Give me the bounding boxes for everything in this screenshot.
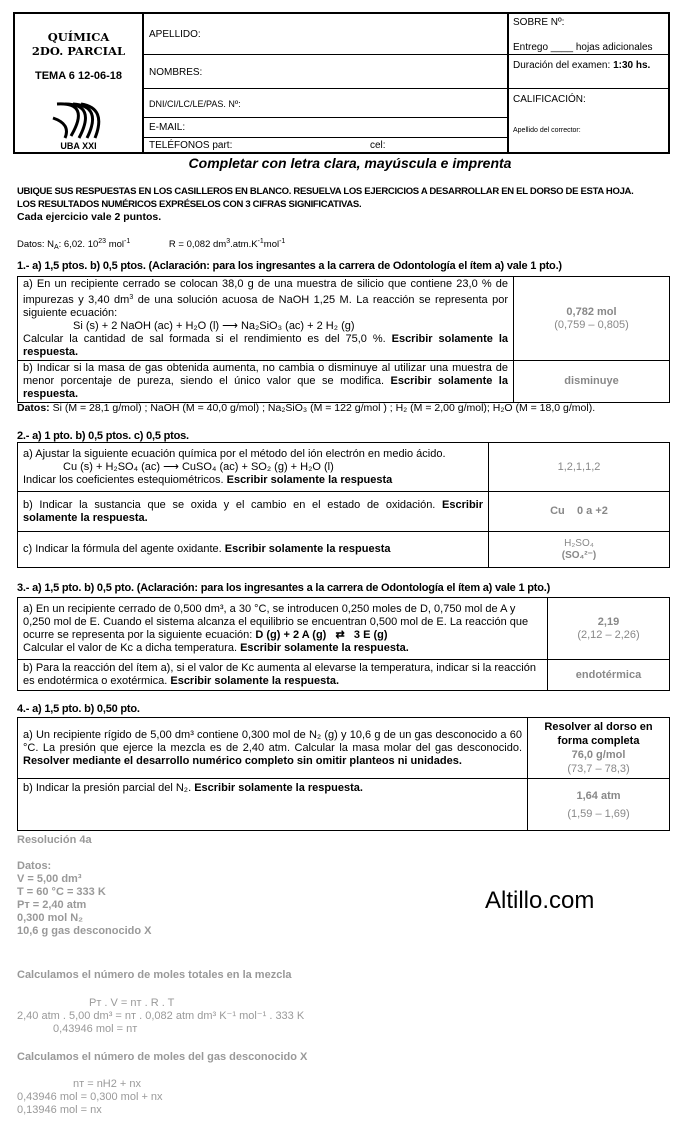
q2-a-answer[interactable]: 1,2,1,1,2 [489, 443, 670, 492]
q3-b-answer[interactable]: endotérmica [548, 660, 670, 691]
q3-header: 3.- a) 1,5 pto. b) 0,5 pto. (Aclaración: para los ingresantes a la carrera de Odontología el ítem a) vale 1 pto.) [17, 582, 551, 594]
corrector-field[interactable]: Apellido del corrector: [513, 127, 581, 134]
q4-a-question: a) Un recipiente rígido de 5,00 dm³ contiene 0,300 mol de N₂ (g) y 10,6 g de un gas desconocido a 60 °C. La presión que ejerce la mezcla es de 2,40 atm. Calcular la masa molar del gas desconocido. Resolver mediante el desarrollo numérico completo sin omitir planteos ni unidades. [18, 718, 528, 779]
subtitle: Completar con letra clara, mayúscula e imprenta [188, 155, 512, 171]
step2-title: Calculamos el número de moles del gas desconocido X [17, 1051, 308, 1063]
q4-table [17, 717, 670, 831]
q3-table [17, 597, 670, 691]
q1-b-question: b) Indicar si la masa de gas obtenida aumenta, no cambia o disminuye al utilizar una muestra de menor porcentaje de pureza, siendo el único valor que se modifica. Escribir solamente la respuesta. [18, 361, 514, 403]
duracion: Duración del examen: 1:30 hs. [513, 60, 651, 71]
header-box [13, 12, 670, 154]
q2-b-question: b) Indicar la sustancia que se oxida y el cambio en el estado de oxidación. Escribir solamente la respuesta. [18, 492, 489, 532]
instructions: UBIQUE SUS RESPUESTAS EN LOS CASILLEROS EN BLANCO. RESUELVA LOS EJERCICIOS A DESARROLLAR EN EL DORSO DE ESTA HOJA. LOS RESULTADOS NUMÉRICOS EXPRÉSELOS CON 3 CIFRAS SIGNIFICATIVAS. Cada ejercicio vale 2 puntos. [17, 186, 634, 223]
q2-b-answer[interactable]: Cu 0 a +2 [489, 492, 670, 532]
q2-c-answer[interactable]: H₂SO₄ (SO₄²⁻) [489, 532, 670, 568]
calificacion-field[interactable]: CALIFICACIÓN: [513, 94, 586, 105]
uba-logo-icon [51, 100, 107, 140]
q4-b-answer[interactable]: 1,64 atm (1,59 – 1,69) [528, 779, 670, 831]
step2-calc: nᴛ = nH2 + nx 0,43946 mol = 0,300 mol + nx 0,13946 mol = nx [17, 1078, 163, 1116]
q2-table [17, 442, 670, 568]
q4-header: 4.- a) 1,5 pto. b) 0,50 pto. [17, 703, 140, 715]
q1-header: 1.- a) 1,5 ptos. b) 0,5 ptos. (Aclaración: para los ingresantes a la carrera de Odontología el ítem a) vale 1 pto.) [17, 260, 562, 272]
nombres-field[interactable]: NOMBRES: [149, 67, 203, 78]
q1-datos: Datos: Si (M = 28,1 g/mol) ; NaOH (M = 40,0 g/mol) ; Na₂SiO₃ (M = 122 g/mol ) ; H₂ (M = 2,00 g/mol); H₂O (M = 18,0 g/mol). [17, 402, 596, 414]
apellido-field[interactable]: APELLIDO: [149, 29, 201, 40]
entrego-field[interactable]: Entrego ____ hojas adicionales [513, 42, 653, 53]
q1-a-answer[interactable]: 0,782 mol (0,759 – 0,805) [514, 277, 670, 361]
q2-c-question: c) Indicar la fórmula del agente oxidante. Escribir solamente la respuesta [18, 532, 489, 568]
q2-header: 2.- a) 1 pto. b) 0,5 ptos. c) 0,5 ptos. [17, 430, 189, 442]
q1-b-answer[interactable]: disminuye [514, 361, 670, 403]
step1-title: Calculamos el número de moles totales en la mezcla [17, 969, 292, 981]
q4-b-question: b) Indicar la presión parcial del N₂. Escribir solamente la respuesta. [18, 779, 528, 831]
subject: QUÍMICA [47, 30, 110, 44]
q3-a-question: a) En un recipiente cerrado de 0,500 dm³, a 30 °C, se introducen 0,250 moles de D, 0,750 mol de A y 0,250 mol de E. Cuando el sistema alcanza el equilibrio se encuentran 0,500 mol de E. La reacción que ocurre se representa por la siguiente ecuación: D (g) + 2 A (g) ⇄ 3 E (g) Calcular el valor de Kc a dicha temperatura. Escribir solamente la respuesta. [18, 598, 548, 660]
resolution-title: Resolución 4a [17, 834, 92, 846]
datos-constants: Datos: $N_A$: 6,02. $10^{23}$ mol$^{-1}$ R = 0,082 $dm^3.atm.K^{-1}mol^{-1}$ [17, 238, 286, 251]
tema: TEMA 6 12-06-18 [34, 70, 123, 82]
resolution-datos: Datos: V = 5,00 dm³ T = 60 °C = 333 K Pᴛ = 2,40 atm 0,300 mol N₂ 10,6 g gas desconocido X [17, 860, 152, 937]
email-field[interactable]: E-MAIL: [149, 122, 186, 133]
q1-table [17, 276, 670, 403]
q3-b-question: b) Para la reacción del ítem a), si el valor de Kc aumenta al elevarse la temperatura, indicar si la reacción es endotérmica o exotérmica. Escribir solamente la respuesta. [18, 660, 548, 691]
dni-field[interactable]: DNI/CI/LC/LE/PAS. Nº: [149, 99, 241, 109]
telefono-field[interactable]: TELÉFONOS part: [149, 140, 233, 151]
watermark: Altillo.com [485, 887, 595, 914]
q1-a-question: a) En un recipiente cerrado se colocan 38,0 g de una muestra de silicio que contiene 23,0 % de impurezas y 3,40 $dm^3$ de una solución acuosa de NaOH 1,25 M. La reacción se representa por siguiente ecuación: Si (s) + 2 NaOH (ac) + H₂O (l) ⟶ Na₂SiO₃ (ac) + 2 H₂ (g) Calcular la cantidad de sal formada si el rendimiento es del 75,0 %. Escribir solamente la respuesta. [18, 277, 514, 361]
q3-a-answer[interactable]: 2,19 (2,12 – 2,26) [548, 598, 670, 660]
q4-a-answer[interactable]: Resolver al dorso en forma completa 76,0 g/mol (73,7 – 78,3) [528, 718, 670, 779]
logo-text: UBA XXI [60, 141, 97, 151]
exam-name: 2DO. PARCIAL [31, 44, 126, 58]
cel-field[interactable]: cel: [370, 140, 386, 151]
step1-calc: Pᴛ . V = nᴛ . R . T 2,40 atm . 5,00 dm³ = nᴛ . 0,082 atm dm³ K⁻¹ mol⁻¹ . 333 K 0,43946 mol = nᴛ [17, 997, 305, 1035]
sobre-field[interactable]: SOBRE Nº: [513, 17, 565, 28]
q2-a-question: a) Ajustar la siguiente ecuación química por el método del ión electrón en medio ácido. Cu (s) + H₂SO₄ (ac) ⟶ CuSO₄ (ac) + SO₂ (g) + H₂O (l) Indicar los coeficientes estequiométricos. Escribir solamente la respuesta [18, 443, 489, 492]
